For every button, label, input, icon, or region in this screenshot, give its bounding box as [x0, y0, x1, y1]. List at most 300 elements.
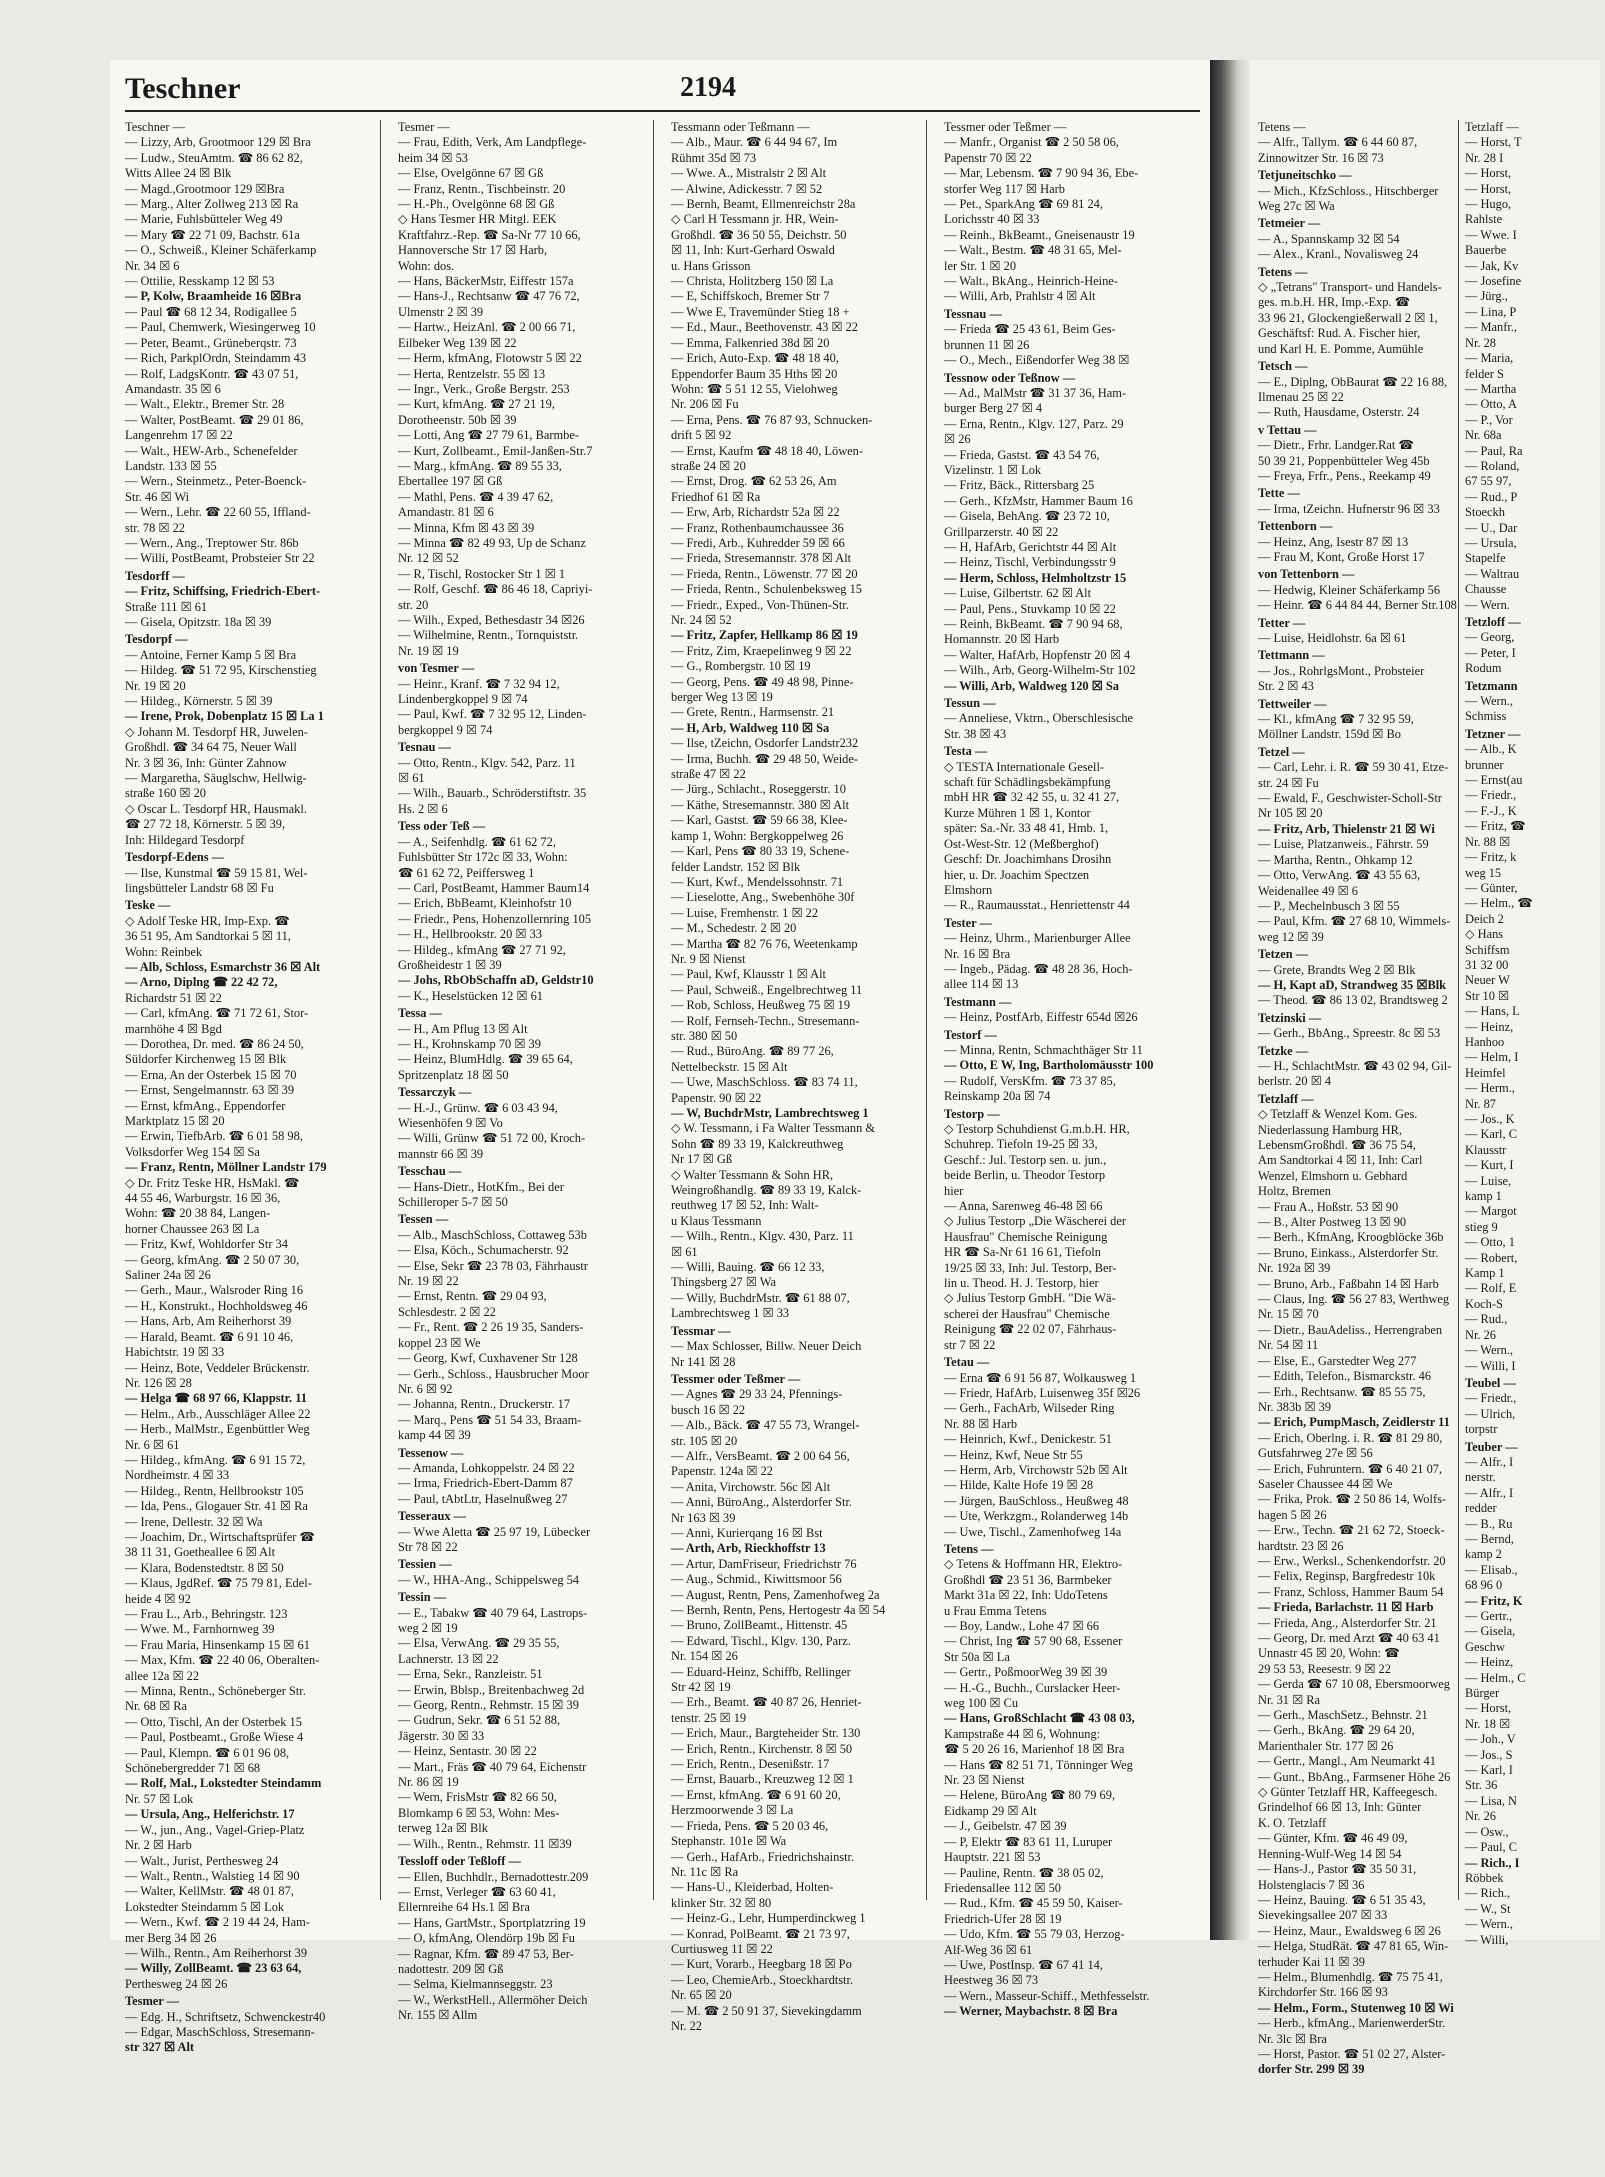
directory-entry: — Horst,	[1465, 1701, 1512, 1716]
directory-entry: — Frieda ☎ 25 43 61, Beim Ges-	[944, 322, 1116, 337]
directory-entry: — Alb, Schloss, Esmarchstr 36 ☒ Alt	[125, 959, 321, 974]
directory-entry: — Wern.,	[1465, 694, 1513, 709]
directory-entry: — Erwin, TiefbArb. ☎ 6 01 58 98,	[125, 1129, 303, 1144]
directory-entry: — Willi, Grünw ☎ 51 72 00, Kroch-	[398, 1131, 586, 1146]
directory-entry: Wohn: dos.	[398, 258, 455, 273]
directory-entry: — Lina, P	[1465, 304, 1517, 319]
directory-entry: — Luise, Fremhenstr. 1 ☒ 22	[671, 905, 819, 920]
directory-entry: — B., Alter Postweg 13 ☒ 90	[1258, 1215, 1407, 1230]
directory-entry: — Erna, Rentn., Klgv. 127, Parz. 29	[944, 416, 1124, 431]
directory-entry: Nr. 3lc ☒ Bra	[1258, 2031, 1327, 2046]
directory-entry: — Gerh., BkAng. ☎ 29 64 20,	[1258, 1723, 1415, 1738]
surname-heading: Tetter —	[1258, 615, 1306, 630]
directory-entry: — Otto, E W, Ing, Bartholomäusstr 100	[944, 1058, 1154, 1073]
directory-entry: Stapelfe	[1465, 551, 1506, 566]
directory-entry: — Herta, Rentzelstr. 55 ☒ 13	[398, 366, 546, 381]
directory-entry: — Wern.	[1465, 597, 1510, 612]
directory-entry: — Paul, Postbeamt., Große Wiese 4	[125, 1730, 304, 1745]
directory-entry: storfer Weg 117 ☒ Harb	[944, 181, 1065, 196]
directory-entry: — Uwe, MaschSchloss. ☎ 83 74 11,	[671, 1075, 858, 1090]
directory-entry: — W., jun., Ang., Vagel-Griep-Platz	[125, 1822, 305, 1837]
directory-entry: Schiffsm	[1465, 942, 1510, 957]
directory-entry: berger Weg 13 ☒ 19	[671, 690, 773, 705]
directory-entry: — Walt., HEW-Arb., Schenefelder	[125, 443, 298, 458]
directory-entry: — Johs, RbObSchaffn aD, Geldstr10	[398, 973, 594, 988]
directory-entry: ☎ 61 62 72, Peiffersweg 1	[398, 865, 535, 880]
directory-entry: — Martha ☎ 82 76 76, Weetenkamp	[671, 936, 858, 951]
column-3	[671, 120, 927, 2033]
directory-entry: — Günter,	[1465, 880, 1518, 895]
directory-entry: Tesmer —	[398, 120, 450, 134]
directory-entry: — Frika, Prok. ☎ 2 50 86 14, Wolfs-	[1258, 1492, 1447, 1507]
directory-entry: nadottestr. 209 ☒ Gß	[398, 1961, 504, 1976]
directory-entry: — Gudrun, Sekr. ☎ 6 51 52 88,	[398, 1713, 561, 1728]
directory-entry: felder S	[1465, 366, 1504, 381]
directory-entry: — Rolf, Mal., Lokstedter Steindamm	[125, 1776, 322, 1791]
directory-entry: später: Sa.-Nr. 33 48 41, Hmb. 1,	[944, 821, 1109, 836]
directory-entry: kamp 1	[1465, 1189, 1502, 1204]
directory-entry: ◇ Günter Tetzlaff HR, Kaffeegesch.	[1258, 1785, 1438, 1800]
directory-entry: — Uwe, Tischl., Zamenhofweg 14a	[944, 1524, 1122, 1539]
directory-entry: — Uwe, PostInsp. ☎ 67 41 14,	[944, 1957, 1103, 1972]
surname-heading: Tetmeier —	[1258, 216, 1321, 231]
directory-entry: Teschner —	[125, 120, 186, 134]
directory-entry: Kurze Mühren 1 ☒ 1, Kontor	[944, 805, 1091, 820]
directory-entry: — Franz, Schloss, Hammer Baum 54	[1258, 1584, 1444, 1599]
directory-entry: reuthweg 17 ☒ 52, Inh: Walt-	[671, 1198, 819, 1213]
directory-entry: — Erw, Arb, Richardstr 52a ☒ 22	[671, 505, 840, 520]
directory-entry: — Fritz, Bäck., Rittersbarg 25	[944, 478, 1095, 493]
surname-heading: Tetzloff —	[1465, 615, 1521, 629]
directory-entry: — Hartw., HeizAnl. ☎ 2 00 66 71,	[398, 320, 576, 335]
directory-entry: — Otto, VerwAng. ☎ 43 55 63,	[1258, 868, 1421, 883]
directory-entry: Amandastr. 81 ☒ 6	[398, 505, 494, 520]
directory-entry: — Mathl, Pens. ☎ 4 39 47 62,	[398, 489, 554, 504]
directory-entry: — Bernh, Rentn, Pens, Hertogestr 4a ☒ 54	[671, 1603, 886, 1617]
directory-entry: — Josefine	[1465, 274, 1522, 289]
directory-entry: K. O. Tetzlaff	[1258, 1815, 1327, 1830]
directory-entry: — Klara, Bodenstedtstr. 8 ☒ 50	[125, 1560, 284, 1575]
directory-entry: scherei der Hausfrau" Chemische	[944, 1306, 1110, 1321]
directory-entry: — Karl, C	[1465, 1127, 1517, 1142]
directory-entry: ◇ Testorp Schuhdienst G.m.b.H. HR,	[944, 1122, 1130, 1136]
directory-entry: — Paul, Kfm. ☎ 27 68 10, Wimmels-	[1258, 914, 1451, 929]
directory-entry: — Bruno, Einkass., Alsterdorfer Str.	[1258, 1245, 1439, 1260]
directory-entry: — Herm, Schloss, Helmholtzstr 15	[944, 570, 1127, 585]
directory-entry: ☎ 27 72 18, Körnerstr. 5 ☒ 39,	[125, 817, 286, 832]
directory-entry: — H., Hellbrookstr. 20 ☒ 33	[398, 927, 542, 942]
directory-entry: — Fritz, Arb, Thielenstr 21 ☒ Wi	[1258, 821, 1435, 836]
directory-entry: — Martha	[1465, 381, 1517, 396]
directory-entry: Wohn: Reinbek	[125, 944, 203, 959]
directory-entry: Klausstr	[1465, 1142, 1507, 1157]
surname-heading: Tettenborn —	[1258, 519, 1333, 534]
directory-entry: — Carl, PostBeamt, Hammer Baum14	[398, 880, 590, 895]
directory-entry: — Ernst(au	[1465, 773, 1523, 788]
directory-entry: — Hildeg., kfmAng. ☎ 6 91 15 72,	[125, 1452, 306, 1467]
directory-entry: Str 78 ☒ 22	[398, 1539, 458, 1554]
directory-entry: — Hugo,	[1465, 197, 1512, 212]
directory-entry: Nr. 383b ☒ 39	[1258, 1399, 1332, 1414]
directory-entry: — Theod. ☎ 86 13 02, Brandtsweg 2	[1258, 993, 1448, 1008]
directory-entry: ◇ TESTA Internationale Gesell-	[944, 759, 1105, 774]
directory-entry: Str 10 ☒	[1465, 988, 1510, 1003]
directory-entry: Nr. 9 ☒ Nienst	[671, 951, 746, 966]
directory-entry: Schilleroper 5-7 ☒ 50	[398, 1195, 508, 1210]
directory-entry: — Ernst, Bauarb., Kreuzweg 12 ☒ 1	[671, 1772, 854, 1787]
directory-entry: — Else, Ovelgönne 67 ☒ Gß	[398, 166, 544, 181]
directory-entry: — Ellen, Buchhdlr., Bernadottestr.209	[398, 1869, 589, 1884]
directory-entry: Bürger	[1465, 1686, 1500, 1701]
directory-entry: Henning-Wulf-Weg 14 ☒ 54	[1258, 1846, 1402, 1861]
directory-entry: — P., Vor	[1465, 412, 1513, 427]
directory-entry: — Heinz,	[1465, 1019, 1514, 1034]
surname-heading: Tettweiler —	[1258, 696, 1327, 711]
directory-entry: Nr. 3 ☒ 36, Inh: Günter Zahnow	[125, 755, 287, 770]
directory-entry: — H., SchlachtMstr. ☎ 43 02 94, Gil-	[1258, 1058, 1452, 1073]
directory-entry: hier, u. Dr. Joachim Spectzen	[944, 867, 1090, 882]
directory-entry: — Edith, Telefon., Bismarckstr. 46	[1258, 1369, 1432, 1384]
directory-entry: — Reinh, BkBeamt. ☎ 7 90 94 68,	[944, 617, 1123, 631]
directory-entry: — Hans, GartMstr., Sportplatzring 19	[398, 1915, 586, 1930]
directory-entry: — Jürgen, BauSchloss., Heußweg 48	[944, 1493, 1129, 1508]
directory-entry: — Erich, Oberlng. i. R. ☎ 81 29 80,	[1258, 1430, 1443, 1445]
directory-entry: Rühmt 35d ☒ 73	[671, 150, 757, 165]
directory-entry: — E., Tabakw ☎ 40 79 64, Lastrops-	[398, 1605, 588, 1620]
directory-entry: str 7 ☒ 22	[944, 1337, 996, 1352]
directory-entry: — Friedr, HafArb, Luisenweg 35f ☒26	[944, 1385, 1141, 1400]
directory-entry: Tetzlaff —	[1465, 120, 1519, 134]
surname-heading: Tesmer —	[125, 1994, 180, 2009]
directory-entry: — Karl, Gastst. ☎ 59 66 38, Klee-	[671, 813, 848, 828]
directory-entry: — E., Diplng, ObBaurat ☎ 22 16 88,	[1258, 374, 1448, 389]
directory-entry: — Minna ☎ 82 49 93, Up de Schanz	[398, 535, 586, 550]
directory-entry: — Erich, BbBeamt, Kleinhofstr 10	[398, 896, 572, 911]
directory-entry: — Artur, DamFriseur, Friedrichstr 76	[671, 1556, 857, 1571]
directory-entry: — Heinz, BlumHdlg. ☎ 39 65 64,	[398, 1052, 573, 1067]
directory-entry: — Ragnar, Kfm. ☎ 89 47 53, Ber-	[398, 1946, 574, 1961]
directory-entry: Weidenallee 49 ☒ 6	[1258, 883, 1358, 898]
directory-entry: — Alb., MaschSchloss, Cottaweg 53b	[398, 1227, 587, 1242]
directory-entry: — Rich.,	[1465, 1886, 1511, 1901]
directory-entry: — Irene, Prok, Dobenplatz 15 ☒ La 1	[125, 709, 324, 724]
directory-entry: straße 24 ☒ 20	[671, 458, 746, 473]
directory-entry: — Arth, Arb, Rieckhoffstr 13	[671, 1541, 826, 1556]
directory-entry: Curtiusweg 11 ☒ 22	[671, 1941, 773, 1956]
directory-entry: — Herm.,	[1465, 1081, 1515, 1096]
directory-entry: brunnen 11 ☒ 26	[944, 337, 1030, 352]
directory-entry: Langenrehm 17 ☒ 22	[125, 428, 233, 443]
directory-entry: straße 47 ☒ 22	[671, 767, 746, 782]
surname-heading: von Tettenborn —	[1258, 567, 1355, 582]
directory-entry: Volksdorfer Weg 154 ☒ Sa	[125, 1144, 260, 1159]
directory-entry: HR ☎ Sa-Nr 61 16 61, Tiefoln	[944, 1245, 1101, 1260]
directory-entry: — Helm., C	[1465, 1670, 1526, 1685]
directory-entry: Marienthaler Str. 177 ☒ 26	[1258, 1738, 1394, 1753]
directory-entry: — Rich, ParkplOrdn, Steindamm 43	[125, 351, 307, 366]
directory-entry: — Fritz, Schiffsing, Friedrich-Ebert-	[125, 584, 321, 599]
directory-entry: — Ewald, F., Geschwister-Scholl-Str	[1258, 791, 1442, 806]
directory-entry: ☒ 11, Inh: Kurt-Gerhard Oswald	[671, 243, 835, 258]
directory-entry: — Agnes ☎ 29 33 24, Pfennings-	[671, 1387, 843, 1402]
directory-entry: Nr. 87	[1465, 1096, 1496, 1111]
directory-entry: — Dietr., BauAdeliss., Herrengraben	[1258, 1322, 1443, 1337]
directory-entry: — Walter, HafArb, Hopfenstr 20 ☒ 4	[944, 647, 1131, 662]
directory-entry: — Ingeb., Pädag. ☎ 48 28 36, Hoch-	[944, 961, 1133, 976]
directory-entry: — H, HafArb, Gerichtstr 44 ☒ Alt	[944, 539, 1117, 554]
directory-entry: Nr. 6 ☒ 92	[398, 1381, 453, 1396]
page-header	[125, 70, 1200, 112]
directory-entry: — Gerh., BbAng., Spreestr. 8c ☒ 53	[1258, 1026, 1441, 1041]
directory-entry: weg 15	[1465, 865, 1502, 880]
directory-entry: — Gerh., Maur., Walsroder Ring 16	[125, 1283, 304, 1298]
directory-entry: Vizelinstr. 1 ☒ Lok	[944, 462, 1042, 477]
directory-entry: — Paul, Chemwerk, Wiesingerweg 10	[125, 320, 316, 335]
directory-entry: klinker Str. 32 ☒ 80	[671, 1895, 772, 1910]
directory-entry: — Fr., Rent. ☎ 2 26 19 35, Sanders-	[398, 1320, 584, 1335]
directory-entry: — Roland,	[1465, 458, 1520, 473]
directory-entry: Großhdl. ☎ 34 64 75, Neuer Wall	[125, 740, 297, 755]
directory-entry: nerstr.	[1465, 1470, 1496, 1485]
directory-entry: — Ute, Werkzgm., Rolanderweg 14b	[944, 1509, 1129, 1524]
directory-entry: — Frieda, Ang., Alsterdorfer Str. 21	[1258, 1615, 1437, 1630]
directory-entry: — Heinz, Ang, Isestr 87 ☒ 13	[1258, 534, 1409, 549]
directory-entry: Nr. 54 ☒ 11	[1258, 1338, 1319, 1353]
directory-entry: Hanhoo	[1465, 1034, 1505, 1049]
directory-entry: Nr. 12 ☒ 52	[398, 551, 459, 566]
directory-entry: ◇ Adolf Teske HR, Imp-Exp. ☎	[125, 913, 290, 928]
directory-entry: ◇ Hans Tesmer HR Mitgl. EEK	[398, 212, 557, 227]
directory-entry: Papenstr. 124a ☒ 22	[671, 1464, 773, 1479]
directory-entry: — Eduard-Heinz, Schiffb, Rellinger	[671, 1664, 851, 1679]
directory-entry: Ulmenstr 2 ☒ 39	[398, 304, 484, 319]
directory-entry: — Margaretha, Säuglschw, Hellwig-	[125, 771, 307, 786]
directory-entry: — Helm, I	[1465, 1050, 1519, 1065]
directory-entry: — Kurt, Zollbeamt., Emil-Janßen-Str.7	[398, 443, 593, 458]
surname-heading: Testorp —	[944, 1106, 1000, 1121]
directory-entry: Nr. 154 ☒ 26	[671, 1649, 738, 1664]
directory-entry: — H.-Ph., Ovelgönne 68 ☒ Gß	[398, 197, 555, 212]
directory-entry: — Erw., Werksl., Schenkendorfstr. 20	[1258, 1553, 1446, 1568]
directory-entry: — Grete, Rentn., Harmsenstr. 21	[671, 705, 835, 720]
directory-entry: — H, Arb, Waldweg 110 ☒ Sa	[671, 720, 830, 735]
directory-entry: str. 24 ☒ Fu	[1258, 775, 1319, 790]
surname-heading: Tesschau —	[398, 1164, 462, 1179]
directory-entry: Thingsberg 27 ☒ Wa	[671, 1275, 776, 1290]
directory-entry: ◇ Oscar L. Tesdorpf HR, Hausmakl.	[125, 801, 307, 816]
directory-entry: ◇ Hans	[1465, 927, 1504, 942]
directory-entry: u. Hans Grisson	[671, 258, 751, 273]
directory-entry: — Minna, Kfm ☒ 43 ☒ 39	[398, 520, 535, 535]
directory-entry: Stephanstr. 101e ☒ Wa	[671, 1834, 787, 1849]
directory-entry: — Wilh., Exped, Bethesdastr 34 ☒26	[398, 613, 585, 627]
directory-entry: Lorichsstr 40 ☒ 33	[944, 212, 1040, 227]
directory-entry: — Peter, I	[1465, 645, 1516, 660]
surname-heading: Tessien —	[398, 1557, 452, 1572]
directory-entry: — Erna ☎ 6 91 56 87, Wolkausweg 1	[944, 1370, 1137, 1385]
directory-entry: — Maria,	[1465, 351, 1514, 366]
directory-entry: Ilmenau 25 ☒ 22	[1258, 389, 1344, 404]
directory-entry: 38 11 31, Goetheallee 6 ☒ Alt	[125, 1545, 276, 1560]
surname-heading: Tetens —	[944, 1541, 994, 1556]
directory-entry: — Bernd,	[1465, 1531, 1514, 1546]
directory-entry: — Wwe. I	[1465, 227, 1517, 242]
surname-heading: Tessun —	[944, 696, 996, 711]
directory-entry: — Walt., BkAng., Heinrich-Heine-	[944, 274, 1118, 289]
directory-entry: 31 32 00	[1465, 957, 1509, 972]
directory-entry: — Arno, Diplng ☎ 22 42 72,	[125, 975, 278, 990]
directory-entry: heim 34 ☒ 53	[398, 150, 468, 165]
directory-entry: — A., Spannskamp 32 ☒ 54	[1258, 231, 1400, 246]
directory-entry: — Gerda ☎ 67 10 08, Ebersmoorweg	[1258, 1677, 1450, 1692]
directory-entry: lin u. Theod. H. J. Testorp, hier	[944, 1276, 1099, 1291]
directory-entry: Kampstraße 44 ☒ 6, Wohnung:	[944, 1726, 1101, 1741]
surname-heading: Testorf —	[944, 1027, 997, 1042]
directory-entry: — Minna, Rentn, Schmachthäger Str 11	[944, 1042, 1143, 1057]
directory-entry: Weg 27c ☒ Wa	[1258, 199, 1335, 214]
directory-entry: — Wern.,	[1465, 1343, 1513, 1358]
directory-entry: — Paul, Kwf. ☎ 7 32 95 12, Linden-	[398, 707, 587, 722]
directory-entry: horner Chaussee 263 ☒ La	[125, 1221, 260, 1236]
surname-heading: Tetsch —	[1258, 359, 1308, 374]
directory-entry: — Franz, Rothenbaumchaussee 36	[671, 520, 844, 535]
directory-entry: — Ilse, tZeichn, Osdorfer Landstr232	[671, 736, 859, 751]
directory-entry: Str. 38 ☒ 43	[944, 726, 1007, 741]
directory-entry: — Gertr., PoßmoorWeg 39 ☒ 39	[944, 1665, 1108, 1680]
directory-entry: — Paul, Klempn. ☎ 6 01 96 08,	[125, 1745, 290, 1760]
directory-entry: — Herm, Arb, Virchowstr 52b ☒ Alt	[944, 1462, 1128, 1477]
directory-entry: — Dorothea, Dr. med. ☎ 86 24 50,	[125, 1036, 304, 1051]
directory-entry: drift 5 ☒ 92	[671, 428, 732, 443]
directory-entry: — B., Ru	[1465, 1516, 1513, 1531]
directory-entry: — Bernh, Beamt, Ellmenreichstr 28a	[671, 197, 856, 212]
directory-entry: Bauerbe	[1465, 243, 1507, 258]
directory-entry: — Manfr.,	[1465, 320, 1517, 335]
directory-entry: — Willi, Bauing. ☎ 66 12 33,	[671, 1260, 825, 1275]
directory-entry: — Willy, ZollBeamt. ☎ 23 63 64,	[125, 1961, 302, 1976]
surname-heading: v Tettau —	[1258, 422, 1317, 437]
directory-entry: Nr. 16 ☒ Bra	[944, 946, 1011, 961]
directory-entry: str. 380 ☒ 50	[671, 1028, 738, 1043]
directory-entry: — Helene, BüroAng ☎ 80 79 69,	[944, 1788, 1115, 1803]
directory-entry: — Marg., Alter Zollweg 213 ☒ Ra	[125, 197, 299, 212]
directory-entry: ler Str. 1 ☒ 20	[944, 258, 1017, 273]
surname-heading: Tess oder Teß —	[398, 819, 486, 834]
directory-entry: — Lieselotte, Ang., Swebenhöhe 30f	[671, 890, 855, 905]
directory-entry: ◇ „Tetrans" Transport- und Handels-	[1258, 280, 1442, 295]
directory-entry: Nr. 206 ☒ Fu	[671, 397, 739, 412]
right-column-1	[1258, 120, 1459, 2077]
directory-entry: — Helga, StudRät. ☎ 47 81 65, Win-	[1258, 1939, 1449, 1954]
directory-entry: — Helm., Form., Stutenweg 10 ☒ Wi	[1258, 2000, 1454, 2015]
directory-entry: — R, Tischl, Rostocker Str 1 ☒ 1	[398, 566, 566, 581]
surname-heading: Testmann —	[944, 994, 1012, 1009]
directory-entry: — Hilde, Kalte Hofe 19 ☒ 28	[944, 1478, 1094, 1493]
directory-entry: — Elsa, Köch., Schumacherstr. 92	[398, 1243, 569, 1258]
directory-entry: ◇ Carl H Tessmann jr. HR, Wein-	[671, 212, 839, 227]
directory-entry: Str 50a ☒ La	[944, 1649, 1010, 1664]
directory-entry: Großheidestr 1 ☒ 39	[398, 957, 502, 972]
directory-entry: Markt 31a ☒ 22, Inh: UdoTetens	[944, 1588, 1108, 1603]
directory-entry: Jägerstr. 30 ☒ 33	[398, 1728, 485, 1743]
directory-entry: ◇ Walter Tessmann & Sohn HR,	[671, 1167, 834, 1182]
directory-entry: 19/25 ☒ 33, Inh: Jul. Testorp, Ber-	[944, 1260, 1117, 1275]
directory-entry: — Robert,	[1465, 1250, 1518, 1265]
directory-entry: — Erna, An der Osterbek 15 ☒ 70	[125, 1067, 297, 1082]
column-2	[398, 120, 654, 2023]
directory-entry: Nr. 6 ☒ 61	[125, 1437, 180, 1452]
column-4	[944, 120, 1199, 2019]
directory-entry: — Carl, kfmAng. ☎ 71 72 61, Stor-	[125, 1006, 309, 1021]
directory-entry: heide 4 ☒ 92	[125, 1591, 191, 1606]
directory-entry: — Karl, I	[1465, 1763, 1513, 1778]
directory-entry: — Herb., kfmAng., MarienwerderStr.	[1258, 2016, 1446, 2031]
directory-entry: ◇ Julius Testorp „Die Wäscherei der	[944, 1214, 1126, 1229]
directory-entry: — Rud., P	[1465, 489, 1518, 504]
directory-entry: — Ursula,	[1465, 535, 1517, 550]
directory-entry: str. 105 ☒ 20	[671, 1433, 738, 1448]
directory-entry: 36 51 95, Am Sandtorkai 5 ☒ 11,	[125, 929, 291, 944]
directory-entry: — Gisela, BehAng. ☎ 23 72 10,	[944, 509, 1110, 524]
directory-entry: Hs. 2 ☒ 6	[398, 801, 448, 816]
directory-entry: weg 12 ☒ 39	[1258, 929, 1324, 944]
directory-entry: Lindenbergkoppel 9 ☒ 74	[398, 692, 528, 707]
directory-entry: Saliner 24a ☒ 26	[125, 1268, 211, 1283]
directory-entry: Sohn ☎ 89 33 19, Kalckreuthweg	[671, 1136, 844, 1151]
directory-entry: — H, Kapt aD, Strandweg 35 ☒Blk	[1258, 977, 1447, 992]
directory-entry: — Heinz, Tischl, Verbindungsstr 9	[944, 555, 1116, 570]
directory-entry: Nr. 88 ☒ Harb	[944, 1416, 1018, 1431]
directory-entry: — R., Raumausstat., Henriettenstr 44	[944, 898, 1130, 913]
surname-heading: Tessloff oder Teßloff —	[398, 1854, 521, 1869]
directory-entry: — J., Geibelstr. 47 ☒ 39	[944, 1819, 1067, 1834]
directory-entry: — Gerh., KfzMstr, Hammer Baum 16	[944, 493, 1133, 508]
directory-entry: str 327 ☒ Alt	[125, 2040, 195, 2055]
directory-entry: — Else, E., Garstedter Weg 277	[1258, 1353, 1417, 1368]
directory-entry: — Ida, Pens., Glogauer Str. 41 ☒ Ra	[125, 1499, 308, 1514]
directory-entry: — H., Am Pflug 13 ☒ Alt	[398, 1021, 528, 1036]
directory-entry: — Harald, Beamt. ☎ 6 91 10 46,	[125, 1329, 294, 1344]
directory-entry: Ost-West-Str. 12 (Meßberghof)	[944, 836, 1099, 851]
directory-entry: Friedrich-Ufer 28 ☒ 19	[944, 1911, 1062, 1926]
directory-entry: — Willi,	[1465, 1932, 1509, 1947]
directory-entry: Wiesenhöfen 9 ☒ Vo	[398, 1116, 503, 1130]
directory-entry: Nr. 23 ☒ Nienst	[944, 1773, 1025, 1788]
directory-entry: — Jürg.,	[1465, 289, 1508, 304]
directory-entry: — Irma, Buchh. ☎ 29 48 50, Weide-	[671, 751, 858, 766]
directory-entry: kamp 1, Wohn: Bergkoppelweg 26	[671, 828, 844, 843]
surname-heading: Tessmar —	[671, 1323, 731, 1338]
directory-entry: — Konrad, PolBeamt. ☎ 21 73 97,	[671, 1926, 850, 1941]
directory-entry: — Wern., Steinmetz., Peter-Boenck-	[125, 474, 307, 489]
directory-entry: u Klaus Tessmann	[671, 1213, 762, 1228]
directory-entry: berlstr. 20 ☒ 4	[1258, 1074, 1332, 1089]
directory-entry: — Erh., Rechtsanw. ☎ 85 55 75,	[1258, 1384, 1426, 1399]
directory-entry: — Günter, Kfm. ☎ 46 49 09,	[1258, 1831, 1408, 1846]
directory-entry: Zinnowitzer Str. 16 ☒ 73	[1258, 150, 1384, 165]
directory-entry: — Horst,	[1465, 166, 1512, 181]
directory-entry: — Antoine, Ferner Kamp 5 ☒ Bra	[125, 647, 297, 662]
directory-entry: Alf-Weg 36 ☒ 61	[944, 1942, 1033, 1957]
directory-entry: — A., Seifenhdlg. ☎ 61 62 72,	[398, 834, 556, 849]
directory-entry: Schlesdestr. 2 ☒ 22	[398, 1304, 496, 1319]
directory-entry: — Werner, Maybachstr. 8 ☒ Bra	[944, 2004, 1118, 2019]
directory-entry: — Kurt, I	[1465, 1158, 1514, 1173]
directory-entry: — Paul, Kwf, Klausstr 1 ☒ Alt	[671, 967, 826, 982]
directory-entry: — Ursula, Ang., Helferichstr. 17	[125, 1807, 295, 1822]
directory-entry: Fuhlsbütter Str 172c ☒ 33, Wohn:	[398, 850, 568, 865]
directory-entry: — Gisela, Opitzstr. 18a ☒ 39	[125, 615, 272, 629]
